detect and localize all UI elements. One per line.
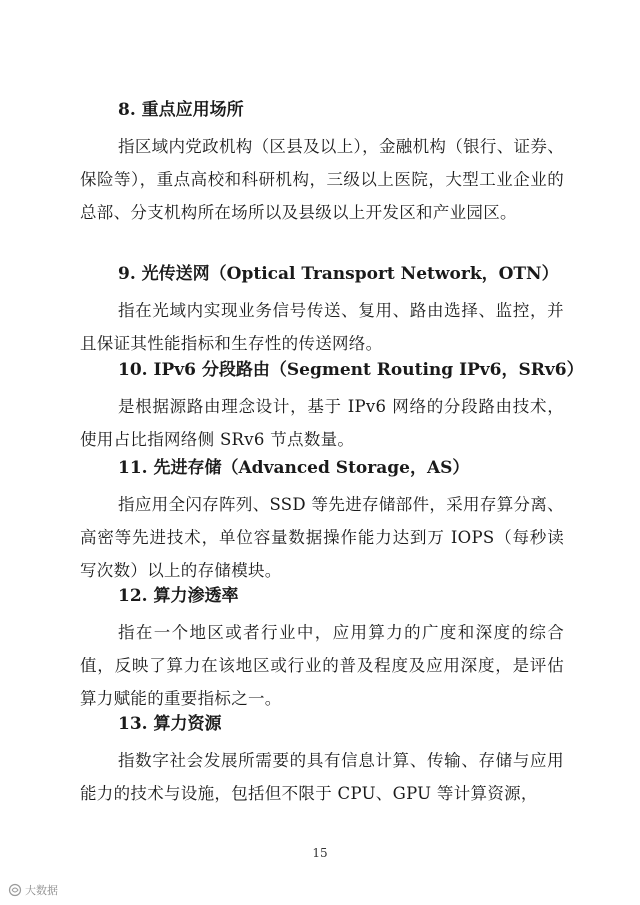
section-body: 指在一个地区或者行业中，应用算力的广度和深度的综合值，反映了算力在该地区或行业的普及程度及应用深度，是评估算力赋能的重要指标之一。 <box>80 623 564 708</box>
page-number: 15 <box>312 846 328 860</box>
section-body: 指应用全闪存阵列、SSD 等先进存储部件，采用存算分离、高密等先进技术，单位容量数据操作能力达到万 IOPS（每秒读写次数）以上的存储模块。 <box>80 495 564 580</box>
section-8 <box>80 98 564 229</box>
section-heading: 13. 算力资源 <box>118 714 222 734</box>
section-body: 指数字社会发展所需要的具有信息计算、传输、存储与应用能力的技术与设施，包括但不限于 CPU、GPU 等计算资源， <box>80 751 564 803</box>
watermark-text: 大数据 <box>25 884 58 897</box>
section-heading: 11. 先进存储（Advanced Storage，AS） <box>118 458 470 478</box>
section-heading: 10. IPv6 分段路由（Segment Routing IPv6，SRv6） <box>118 360 584 380</box>
section-heading: 12. 算力渗透率 <box>118 586 239 606</box>
section-body: 指在光域内实现业务信号传送、复用、路由选择、监控，并且保证其性能指标和生存性的传送网络。 <box>80 301 564 353</box>
section-11 <box>80 456 564 587</box>
section-10 <box>80 358 584 456</box>
section-9 <box>80 262 564 360</box>
section-heading: 9. 光传送网（Optical Transport Network，OTN） <box>118 264 559 284</box>
watermark <box>8 882 58 898</box>
section-body: 指区域内党政机构（区县及以上），金融机构（银行、证券、保险等），重点高校和科研机构，三级以上医院，大型工业企业的总部、分支机构所在场所以及县级以上开发区和产业园区。 <box>80 137 564 222</box>
section-13 <box>80 712 564 810</box>
section-body: 是根据源路由理念设计，基于 IPv6 网络的分段路由技术，使用占比指网络侧 SRv6 节点数量。 <box>80 397 564 449</box>
watermark-logo-icon <box>8 883 22 897</box>
section-heading: 8. 重点应用场所 <box>118 100 244 120</box>
section-12 <box>80 584 564 715</box>
